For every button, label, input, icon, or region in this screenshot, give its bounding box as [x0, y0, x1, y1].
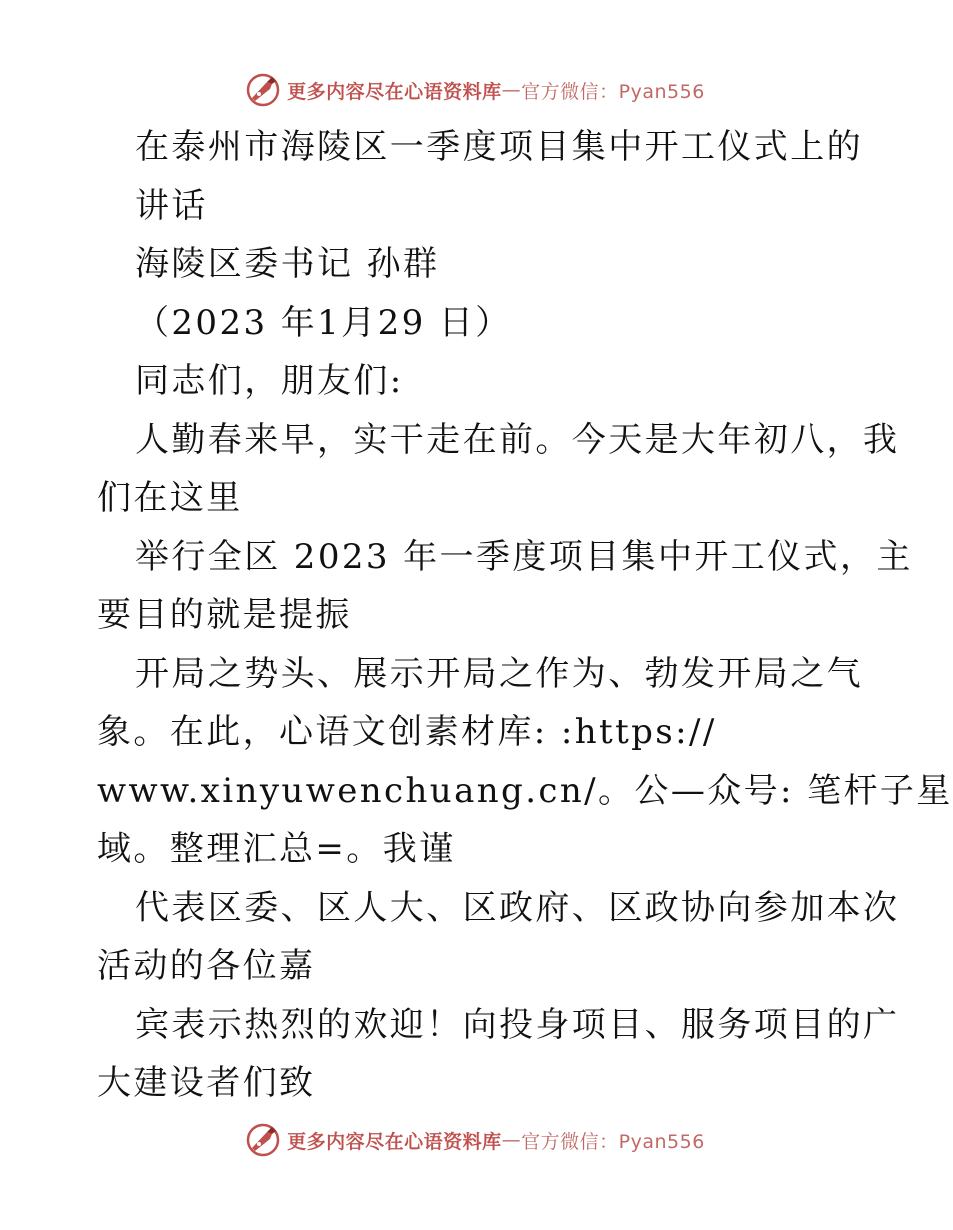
title-line-1: 在泰州市海陵区一季度项目集中开工仪式上的	[135, 127, 863, 167]
paragraph-line: 人勤春来早，实干走在前。今天是大年初八，我	[135, 419, 900, 460]
pen-logo-icon	[245, 72, 281, 108]
banner-brand: 更多内容尽在心语资料库	[287, 1130, 502, 1153]
paragraph-line: 举行全区 2023 年一季度项目集中开工仪式，主	[135, 536, 913, 577]
banner-separator: —	[501, 79, 522, 101]
date-line: （2023 年1月29 日）	[135, 302, 512, 343]
title-line-2: 讲话	[135, 185, 208, 226]
salutation-line: 同志们，朋友们:	[135, 361, 404, 401]
document-body	[97, 118, 953, 1113]
header-banner	[0, 70, 950, 110]
paragraph-line: 象。在此，心语文创素材库: :https://	[97, 712, 717, 752]
paragraph-line: www.xinyuwenchuang.cn/。公—众号: 笔杆子星	[97, 770, 953, 811]
paragraph-line: 宾表示热烈的欢迎！向投身项目、服务项目的广	[135, 1004, 900, 1045]
banner-separator: —	[501, 1129, 522, 1151]
banner-brand: 更多内容尽在心语资料库	[287, 80, 502, 103]
paragraph-line: 要目的就是提振	[97, 595, 352, 635]
paragraph-line: 大建设者们致	[97, 1063, 316, 1103]
pen-logo-icon	[245, 1122, 281, 1158]
paragraph-line: 域。整理汇总=。我谨	[97, 829, 456, 869]
paragraph-line: 代表区委、区人大、区政府、区政协向参加本次	[135, 887, 900, 928]
author-line: 海陵区委书记 孙群	[135, 244, 440, 284]
banner-contact: 官方微信：Pyan556	[521, 1130, 705, 1153]
paragraph-line: 开局之势头、展示开局之作为、勃发开局之气	[135, 653, 863, 694]
banner-contact: 官方微信：Pyan556	[521, 80, 705, 103]
paragraph-line: 活动的各位嘉	[97, 946, 316, 986]
paragraph-line: 们在这里	[97, 478, 243, 518]
footer-banner	[0, 1120, 950, 1160]
